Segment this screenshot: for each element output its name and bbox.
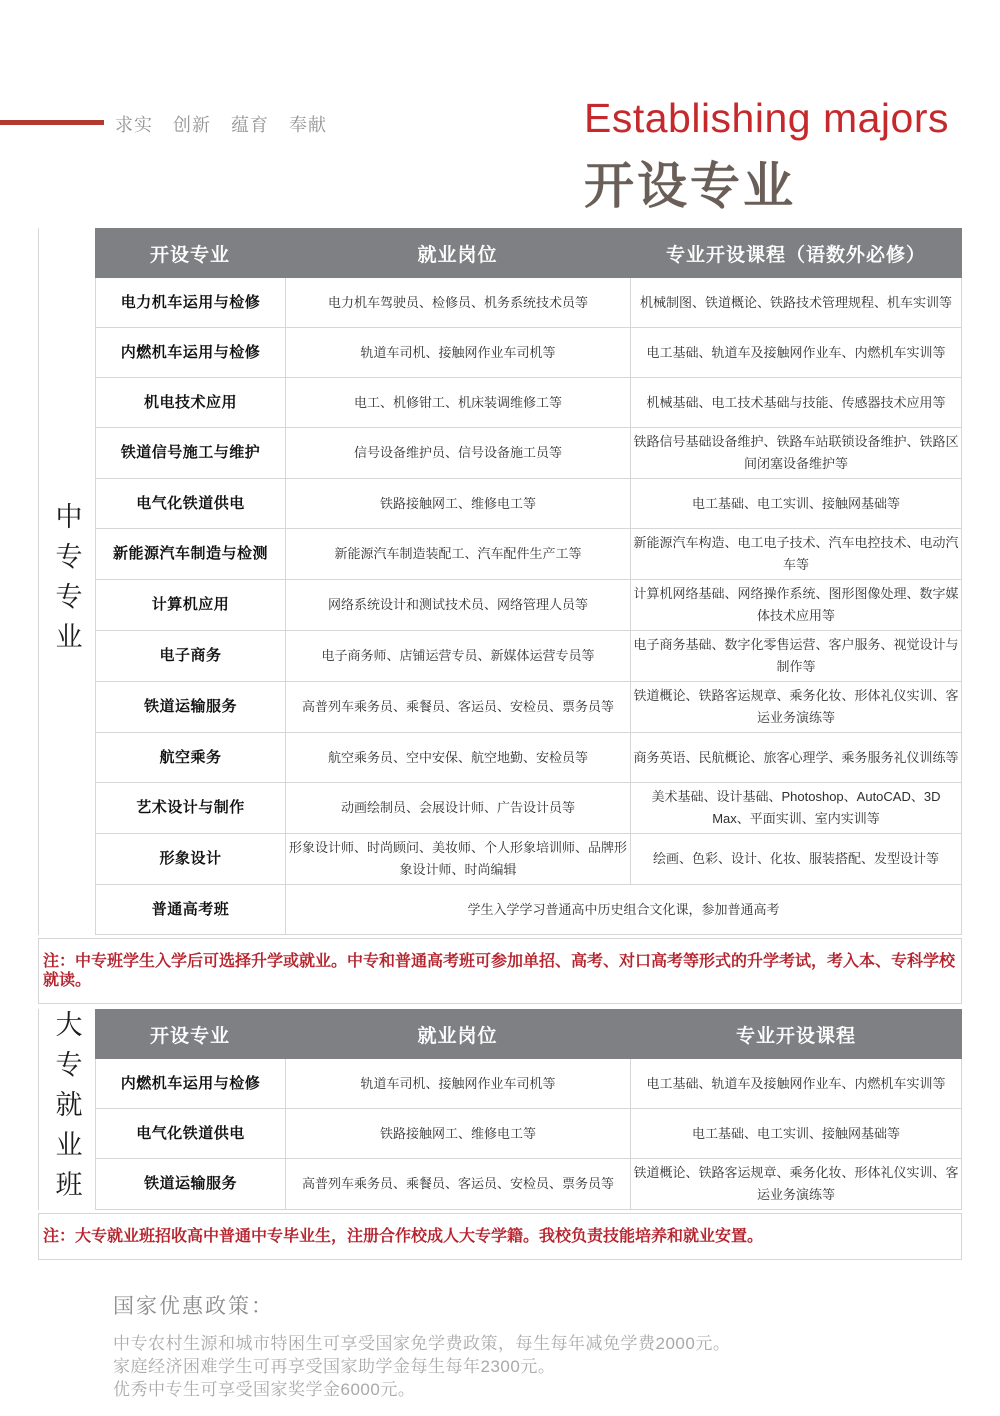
table2-body xyxy=(95,1059,962,1210)
table1 xyxy=(95,228,962,935)
courses-cell: 铁道概论、铁路客运规章、乘务化妆、形体礼仪实训、客运业务演练等 xyxy=(633,688,959,725)
job-positions-cell: 铁路接触网工、维修电工等 xyxy=(286,479,631,528)
major-name-cell: 电气化铁道供电 xyxy=(96,479,286,528)
job-positions-cell: 学生入学学习普通高中历史组合文化课，参加普通高考 xyxy=(467,901,780,917)
job-positions-cell: 电力机车驾驶员、检修员、机务系统技术员等 xyxy=(286,278,631,327)
job-positions-cell: 动画绘制员、会展设计师、广告设计员等 xyxy=(286,783,631,833)
job-positions-cell: 轨道车司机、接触网作业车司机等 xyxy=(286,1059,631,1108)
major-name-cell: 普通高考班 xyxy=(96,885,286,934)
courses-cell: 电工基础、轨道车及接触网作业车、内燃机车实训等 xyxy=(646,344,946,360)
major-name-cell: 艺术设计与制作 xyxy=(96,783,286,833)
note-dazhuan: 注：大专就业班招收高中普通中专毕业生，注册合作校成人大专学籍。我校负责技能培养和就业安置。 xyxy=(38,1213,962,1260)
major-name-cell: 机电技术应用 xyxy=(96,378,286,427)
table-row xyxy=(96,1109,961,1159)
zhongzhuan-majors-table xyxy=(38,228,962,935)
table1-col-header-jobs: 就业岗位 xyxy=(417,244,498,266)
major-name-cell: 内燃机车运用与检修 xyxy=(96,1059,286,1108)
table-row xyxy=(96,378,961,428)
side-label-dazhuan: 大专就业班 xyxy=(51,1009,82,1210)
job-positions-cell: 信号设备维护员、信号设备施工员等 xyxy=(286,428,631,478)
job-positions-cell: 电子商务师、店铺运营专员、新媒体运营专员等 xyxy=(286,631,631,681)
table2-col-header-courses: 专业开设课程 xyxy=(735,1025,856,1047)
page-header xyxy=(0,0,1000,228)
courses-cell: 电工基础、电工实训、接触网基础等 xyxy=(691,495,900,511)
major-name-cell: 铁道运输服务 xyxy=(96,1159,286,1209)
major-name-cell: 新能源汽车制造与检测 xyxy=(96,529,286,579)
table-row xyxy=(96,580,961,631)
table1-col-header-courses: 专业开设课程（语数外必修） xyxy=(665,244,926,266)
table-row xyxy=(96,1059,961,1109)
table2-header-row xyxy=(95,1009,962,1059)
table-row xyxy=(96,529,961,580)
table-row xyxy=(96,631,961,682)
job-positions-cell: 铁路接触网工、维修电工等 xyxy=(286,1109,631,1158)
job-positions-cell: 航空乘务员、空中安保、航空地勤、安检员等 xyxy=(286,733,631,782)
major-name-cell: 航空乘务 xyxy=(96,733,286,782)
side-label-zhongzhuan: 中专专业 xyxy=(51,501,82,662)
job-positions-cell: 网络系统设计和测试技术员、网络管理人员等 xyxy=(286,580,631,630)
major-name-cell: 内燃机车运用与检修 xyxy=(96,328,286,377)
school-motto: 求实 创新 蕴育 奉献 xyxy=(115,115,328,135)
table-row xyxy=(96,479,961,529)
content-area xyxy=(38,228,962,1401)
courses-cell: 机械制图、铁道概论、铁路技术管理规程、机车实训等 xyxy=(639,294,952,310)
accent-line xyxy=(0,120,104,125)
courses-cell: 商务英语、民航概论、旅客心理学、乘务服务礼仪训练等 xyxy=(633,749,959,765)
policy-section xyxy=(113,1290,962,1401)
side-strip-zhongzhuan xyxy=(38,228,95,935)
policy-line: 中专农村生源和城市特困生可享受国家免学费政策，每生每年减免学费2000元。 xyxy=(113,1334,731,1353)
major-name-cell: 电力机车运用与检修 xyxy=(96,278,286,327)
courses-cell: 新能源汽车构造、电工电子技术、汽车电控技术、电动汽车等 xyxy=(633,535,959,572)
major-name-cell: 电气化铁道供电 xyxy=(96,1109,286,1158)
table2-col-header-jobs: 就业岗位 xyxy=(417,1025,498,1047)
job-positions-cell: 形象设计师、时尚顾问、美妆师、个人形象培训师、品牌形象设计师、时尚编辑 xyxy=(286,834,631,884)
page-title-chinese: 开设专业 xyxy=(584,158,796,214)
major-name-cell: 形象设计 xyxy=(96,834,286,884)
courses-cell: 铁路信号基础设备维护、铁路车站联锁设备维护、铁路区间闭塞设备维护等 xyxy=(633,434,959,471)
courses-cell: 计算机网络基础、网络操作系统、图形图像处理、数字媒体技术应用等 xyxy=(633,586,959,623)
courses-cell: 机械基础、电工技术基础与技能、传感器技术应用等 xyxy=(646,394,946,410)
policy-lines xyxy=(113,1332,962,1401)
side-strip-dazhuan xyxy=(38,1009,95,1210)
major-name-cell: 电子商务 xyxy=(96,631,286,681)
courses-cell: 美术基础、设计基础、Photoshop、AutoCAD、3D Max、平面实训、室内实训等 xyxy=(651,789,941,826)
job-positions-cell: 电工、机修钳工、机床装调维修工等 xyxy=(286,378,631,427)
table-row xyxy=(96,328,961,378)
table-row xyxy=(96,834,961,885)
major-name-cell: 铁道运输服务 xyxy=(96,682,286,732)
policy-title: 国家优惠政策： xyxy=(113,1295,274,1318)
job-positions-cell: 高普列车乘务员、乘餐员、客运员、安检员、票务员等 xyxy=(286,1159,631,1209)
dazhuan-majors-table xyxy=(38,1009,962,1210)
major-name-cell: 铁道信号施工与维护 xyxy=(96,428,286,478)
job-positions-cell: 轨道车司机、接触网作业车司机等 xyxy=(286,328,631,377)
table-row xyxy=(96,1159,961,1210)
table-row xyxy=(96,278,961,328)
table1-header-row xyxy=(95,228,962,278)
table2-col-header-major: 开设专业 xyxy=(149,1025,230,1047)
policy-line: 家庭经济困难学生可再享受国家助学金每生每年2300元。 xyxy=(113,1357,556,1376)
major-name-cell: 计算机应用 xyxy=(96,580,286,630)
courses-cell: 铁道概论、铁路客运规章、乘务化妆、形体礼仪实训、客运业务演练等 xyxy=(633,1165,959,1202)
table1-col-header-major: 开设专业 xyxy=(149,244,230,266)
courses-cell: 绘画、色彩、设计、化妆、服装搭配、发型设计等 xyxy=(652,851,939,866)
table-row xyxy=(96,682,961,733)
table-row xyxy=(96,428,961,479)
table2 xyxy=(95,1009,962,1210)
policy-line: 优秀中专生可享受国家奖学金6000元。 xyxy=(113,1380,416,1399)
courses-cell: 电工基础、电工实训、接触网基础等 xyxy=(691,1125,900,1141)
courses-cell: 电子商务基础、数字化零售运营、客户服务、视觉设计与制作等 xyxy=(633,637,959,674)
note-zhongzhuan: 注：中专班学生入学后可选择升学或就业。中专和普通高考班可参加单招、高考、对口高考等形式的升学考试，考入本、专科学校就读。 xyxy=(38,938,962,1004)
table-row xyxy=(96,885,961,935)
job-positions-cell: 高普列车乘务员、乘餐员、客运员、安检员、票务员等 xyxy=(286,682,631,732)
table-row xyxy=(96,783,961,834)
job-positions-cell: 新能源汽车制造装配工、汽车配件生产工等 xyxy=(286,529,631,579)
table-row xyxy=(96,733,961,783)
courses-cell: 电工基础、轨道车及接触网作业车、内燃机车实训等 xyxy=(646,1075,946,1091)
table1-body xyxy=(95,278,962,935)
page-title-english: Establishing majors xyxy=(584,95,949,141)
